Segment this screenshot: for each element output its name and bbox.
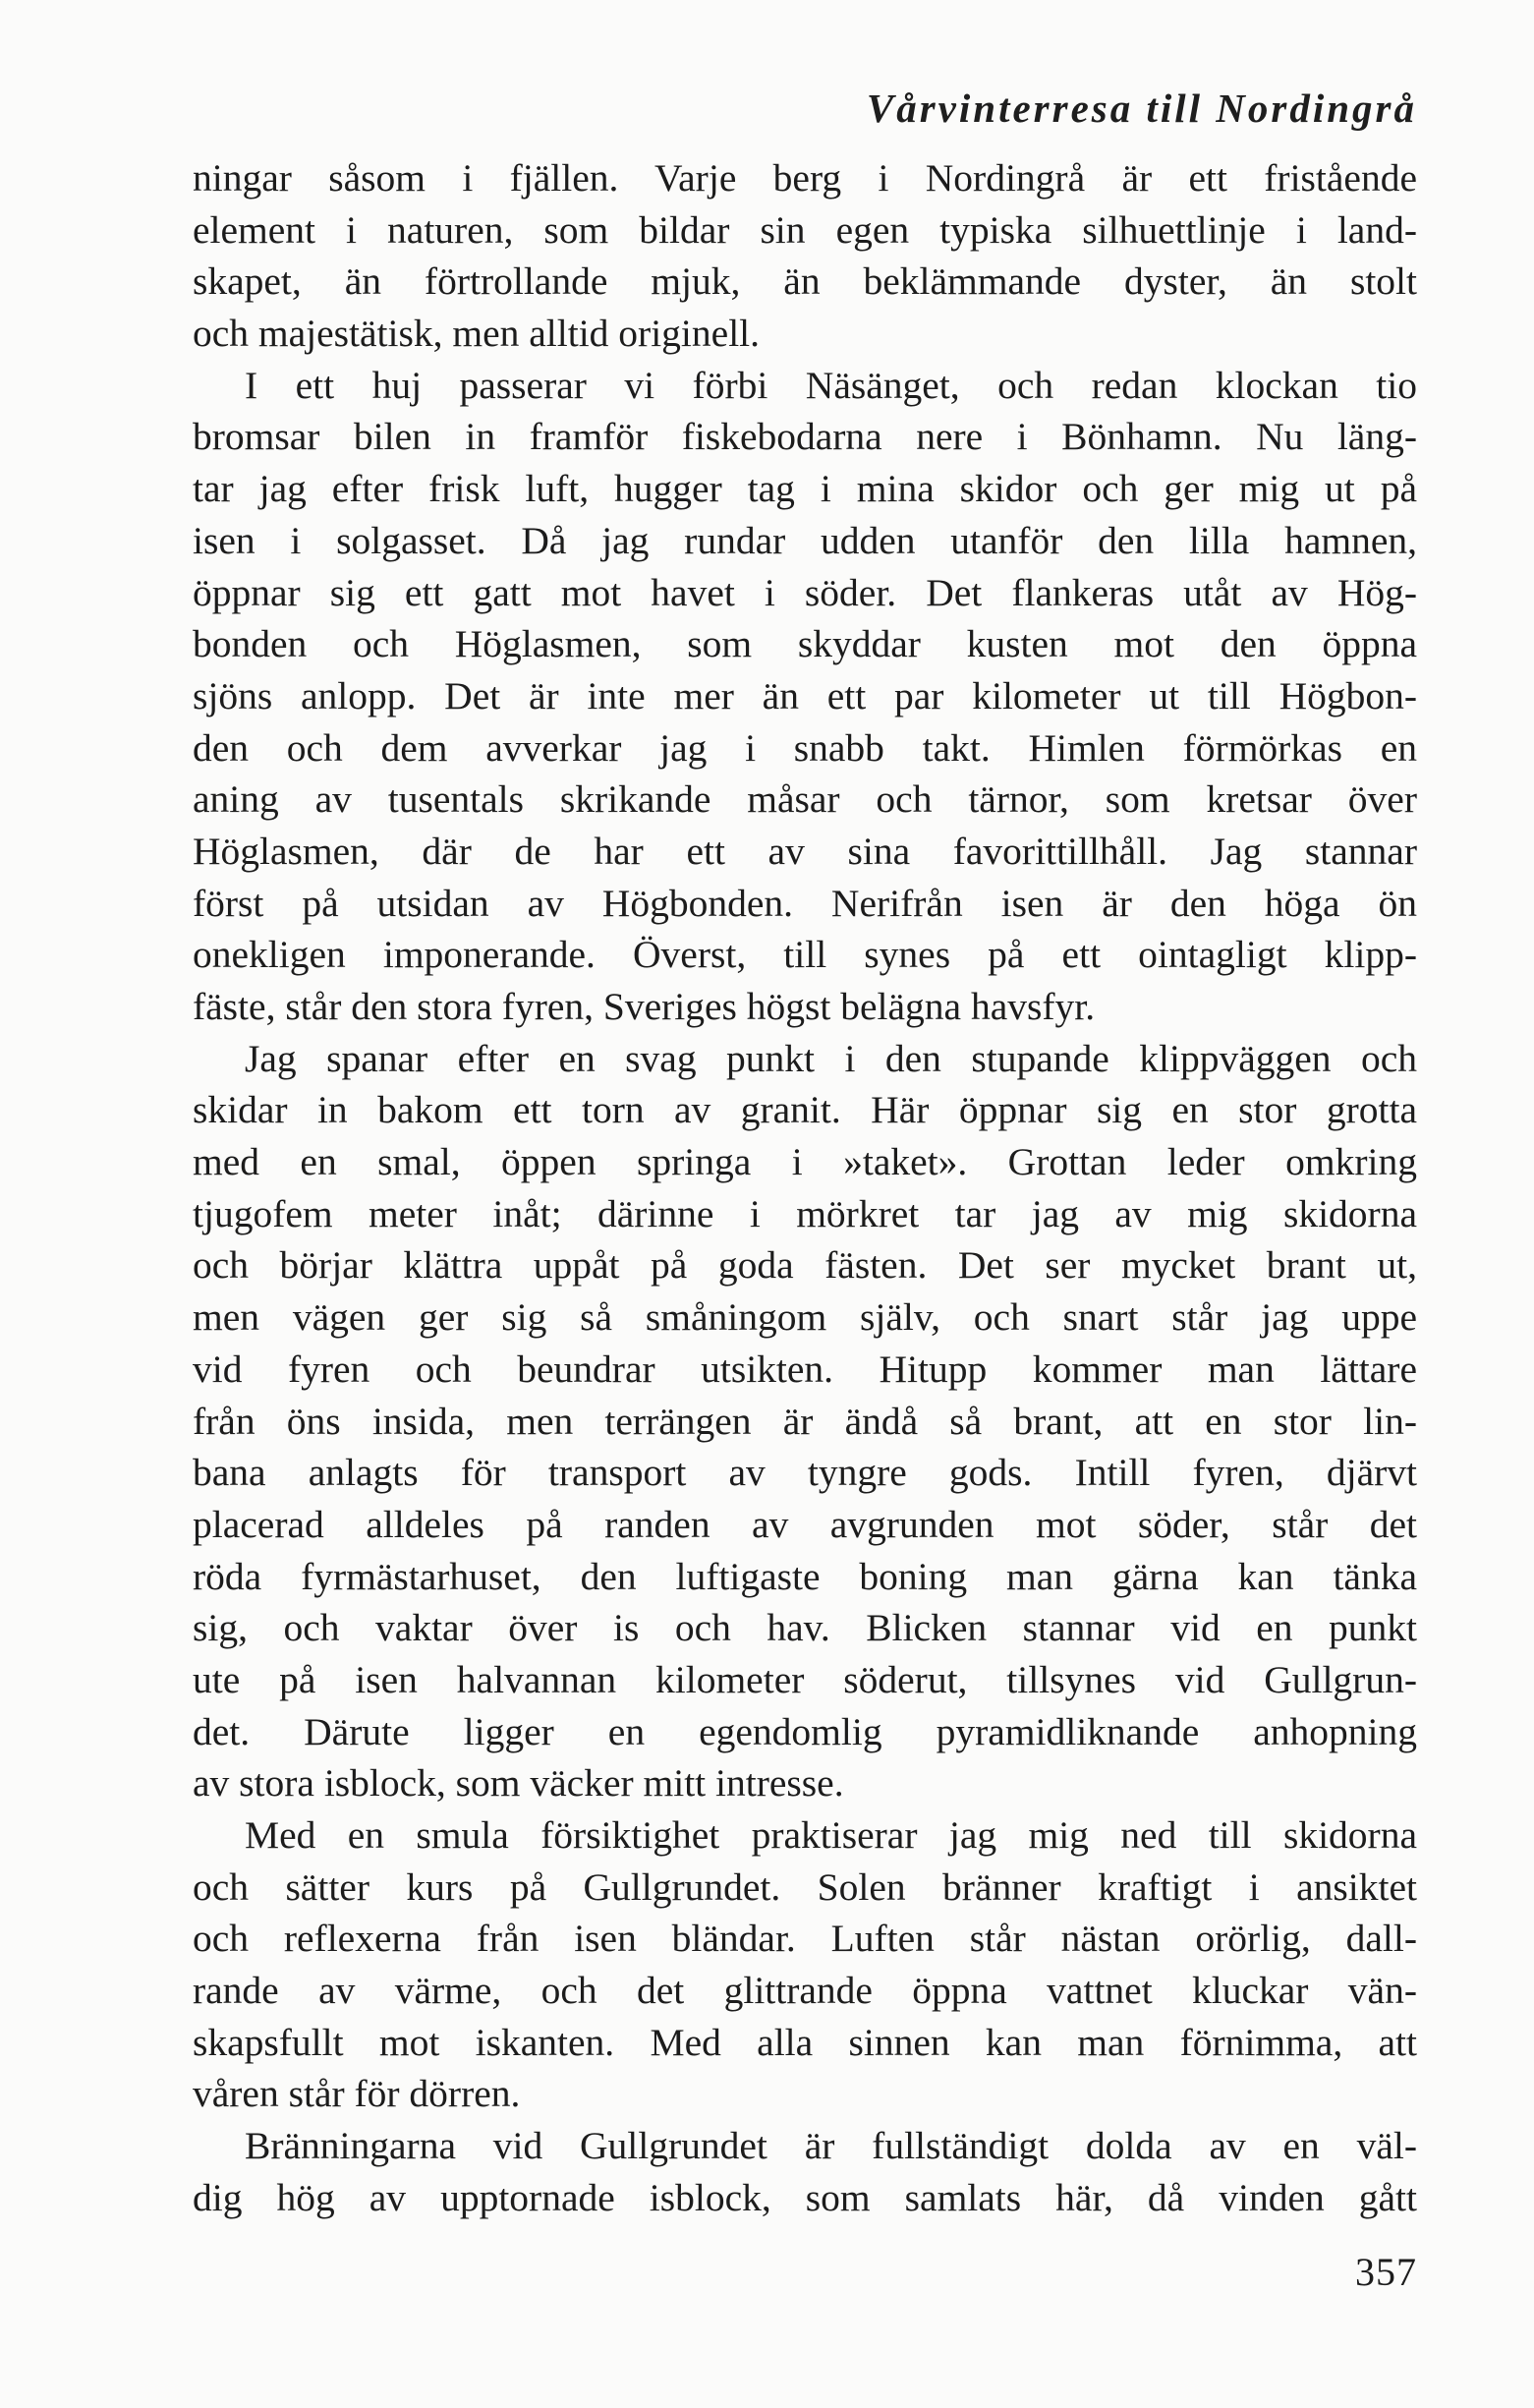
text-line: och reflexerna från isen bländar. Luften står nästan orörlig, dall-: [193, 1917, 1417, 1961]
text-line: Jag spanar efter en svag punkt i den stupande klippväggen och: [245, 1036, 1417, 1080]
text-line: dig hög av upptornade isblock, som samlats här, då vinden gått: [193, 2175, 1417, 2219]
text-line: sig, och vaktar över is och hav. Blicken stannar vid en punkt: [193, 1606, 1417, 1650]
text-line: först på utsidan av Högbonden. Nerifrån isen är den höga ön: [193, 881, 1417, 925]
text-line: den och dem avverkar jag i snabb takt. Himlen förmörkas en: [193, 725, 1417, 770]
text-line: skapsfullt mot iskanten. Med alla sinnen kan man förnimma, att: [193, 2020, 1417, 2064]
text-line: tjugofem meter inåt; därinne i mörkret tar jag av mig skidorna: [193, 1191, 1417, 1235]
text-line: röda fyrmästarhuset, den luftigaste boning man gärna kan tänka: [193, 1554, 1417, 1598]
page-number: 357: [1355, 2250, 1417, 2294]
text-line: med en smal, öppen springa i »taket». Grottan leder omkring: [193, 1140, 1417, 1184]
text-line: ute på isen halvannan kilometer söderut, tillsynes vid Gullgrun-: [193, 1657, 1417, 1701]
text-line: bonden och Höglasmen, som skyddar kusten mot den öppna: [193, 622, 1417, 666]
text-line: bromsar bilen in framför fiskebodarna nere i Bönhamn. Nu läng-: [193, 415, 1417, 459]
text-line: från öns insida, men terrängen är ändå så brant, att en stor lin-: [193, 1399, 1417, 1443]
text-line: sjöns anlopp. Det är inte mer än ett par kilometer ut till Högbon-: [193, 673, 1417, 717]
text-line: isen i solgasset. Då jag rundar udden utanför den lilla hamnen,: [193, 518, 1417, 562]
text-line: skapet, än förtrollande mjuk, än beklämmande dyster, än stolt: [193, 259, 1417, 304]
text-line: och börjar klättra uppåt på goda fästen. Det ser mycket brant ut,: [193, 1243, 1417, 1288]
body-text: [193, 152, 1417, 2224]
text-line: av stora isblock, som väcker mitt intresse.: [193, 1761, 844, 1806]
text-line: det. Därute ligger en egendomlig pyramidliknande anhopning: [193, 1709, 1417, 1753]
text-line: men vägen ger sig så småningom själv, och snart står jag uppe: [193, 1295, 1417, 1340]
text-line: onekligen imponerande. Överst, till synes på ett ointagligt klipp-: [193, 933, 1417, 977]
text-line: fäste, står den stora fyren, Sveriges högst belägna havsfyr.: [193, 985, 1096, 1028]
text-line: och sätter kurs på Gullgrundet. Solen bränner kraftigt i ansiktet: [193, 1864, 1417, 1909]
text-line: rande av värme, och det glittrande öppna vattnet kluckar vän-: [193, 1969, 1417, 2013]
text-line: och majestätisk, men alltid originell.: [193, 312, 761, 356]
text-line: element i naturen, som bildar sin egen typiska silhuettlinje i land-: [193, 207, 1417, 252]
text-line: Med en smula försiktighet praktiserar jag mig ned till skidorna: [245, 1813, 1417, 1857]
text-line: våren står för dörren.: [193, 2072, 521, 2116]
text-line: Höglasmen, där de har ett av sina favorittillhåll. Jag stannar: [193, 829, 1417, 873]
text-line: I ett huj passerar vi förbi Näsänget, och redan klockan tio: [245, 363, 1417, 407]
text-line: öppnar sig ett gatt mot havet i söder. Det flankeras utåt av Hög-: [193, 570, 1417, 614]
text-line: tar jag efter frisk luft, hugger tag i mina skidor och ger mig ut på: [193, 467, 1417, 511]
text-line: placerad alldeles på randen av avgrunden mot söder, står det: [193, 1502, 1417, 1546]
text-line: Bränningarna vid Gullgrundet är fullständigt dolda av en väl-: [245, 2124, 1417, 2168]
text-line: skidar in bakom ett torn av granit. Här öppnar sig en stor grotta: [193, 1088, 1417, 1132]
text-line: bana anlagts för transport av tyngre gods. Intill fyren, djärvt: [193, 1451, 1417, 1495]
text-line: ningar såsom i fjällen. Varje berg i Nordingrå är ett fristående: [193, 156, 1417, 200]
running-head: Vårvinterresa till Nordingrå: [866, 86, 1417, 131]
text-line: vid fyren och beundrar utsikten. Hitupp kommer man lättare: [193, 1347, 1417, 1391]
text-line: aning av tusentals skrikande måsar och tärnor, som kretsar över: [193, 777, 1417, 822]
